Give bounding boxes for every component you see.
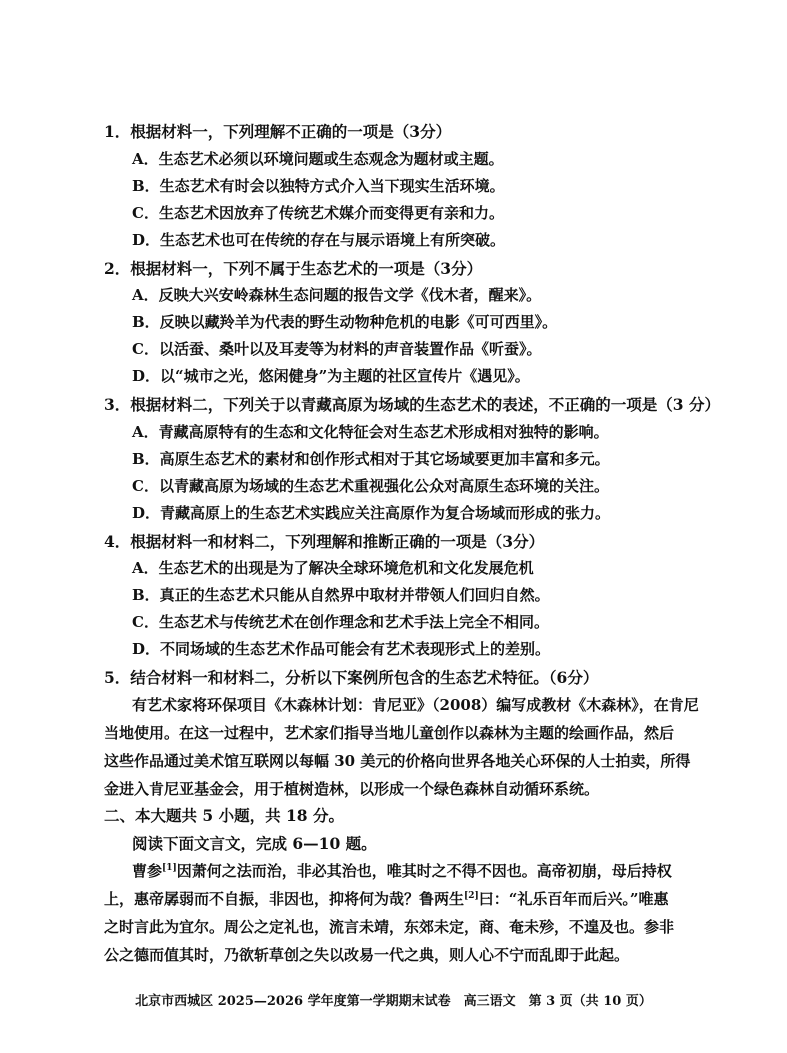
question-2-option-c: C．以活蚕、桑叶以及耳麦等为材料的声音装置作品《听蚕》。 — [132, 340, 542, 358]
case-line-1: 有艺术家将环保项目《木森林计划：肯尼亚》（2008）编写成教材《木森林》，在肯尼 — [132, 696, 699, 714]
page-footer: 北京市西城区 2025—2026 学年度第一学期期末试卷 高三语文 第 3 页（共 10 页） — [135, 994, 652, 1009]
question-4-option-a: A．生态艺术的出现是为了解决全球环境危机和文化发展危机 — [132, 559, 534, 577]
question-4-option-d: D．不同场域的生态艺术作品可能会有艺术表现形式上的差别。 — [132, 640, 551, 658]
classical-line-2 — [104, 888, 669, 909]
footnote-2-marker: [2] — [464, 891, 479, 901]
classical-line-2-rest: 曰：“礼乐百年而后兴。”唯惠 — [478, 890, 669, 908]
question-1-stem: 1．根据材料一，下列理解不正确的一项是（3分） — [104, 122, 452, 141]
classical-line-3: 之时言此为宜尔。周公之定礼也，流言未靖，东郊未定，商、奄未殄，不遑及也。参非 — [104, 918, 675, 936]
section-header: 二、本大题共 5 小题，共 18 分。 — [104, 806, 344, 825]
question-2-stem: 2．根据材料一，下列不属于生态艺术的一项是（3分） — [104, 259, 483, 278]
classical-line-2-start: 上，惠帝孱弱而不自振，非因也，抑将何为哉？鲁两生 — [104, 890, 465, 908]
question-4-option-b: B．真正的生态艺术只能从自然界中取材并带领人们回归自然。 — [132, 586, 550, 604]
classical-line-1-start: 曹参 — [132, 862, 163, 880]
question-5-stem: 5．结合材料一和材料二，分析以下案例所包含的生态艺术特征。（6分） — [104, 668, 599, 687]
question-4-stem: 4．根据材料一和材料二，下列理解和推断正确的一项是（3分） — [104, 532, 545, 551]
classical-line-4: 公之德而值其时，乃欲斩草创之失以改易一代之典，则人心不宁而乱即于此起。 — [104, 946, 630, 964]
question-2-option-a: A．反映大兴安岭森林生态问题的报告文学《伐木者，醒来》。 — [132, 286, 542, 304]
reading-instruction: 阅读下面文言文，完成 6—10 题。 — [132, 834, 377, 853]
question-1-option-c: C．生态艺术因放弃了传统艺术媒介而变得更有亲和力。 — [132, 204, 504, 222]
question-2-option-b: B．反映以藏羚羊为代表的野生动物种危机的电影《可可西里》。 — [132, 313, 558, 331]
question-3-option-d: D．青藏高原上的生态艺术实践应关注高原作为复合场域而形成的张力。 — [132, 504, 611, 522]
question-1-option-d: D．生态艺术也可在传统的存在与展示语境上有所突破。 — [132, 231, 506, 249]
question-3-option-b: B．高原生态艺术的素材和创作形式相对于其它场域要更加丰富和多元。 — [132, 450, 610, 468]
classical-line-1-rest: 因萧何之法而治，非必其治也，唯其时之不得不因也。高帝初崩，母后持权 — [176, 862, 672, 880]
question-2-option-d: D．以“城市之光，悠闲健身”为主题的社区宣传片《遇见》。 — [132, 367, 530, 385]
footnote-1-marker: [1] — [162, 863, 177, 873]
case-line-3: 这些作品通过美术馆互联网以每幅 30 美元的价格向世界各地关心环保的人士拍卖，所得 — [104, 752, 691, 770]
case-line-4: 金进入肯尼亚基金会，用于植树造林，以形成一个绿色森林自动循环系统。 — [104, 780, 600, 798]
question-1-option-b: B．生态艺术有时会以独特方式介入当下现实生活环境。 — [132, 177, 505, 195]
question-3-option-a: A．青藏高原特有的生态和文化特征会对生态艺术形成相对独特的影响。 — [132, 423, 609, 441]
classical-line-1 — [132, 860, 672, 881]
question-4-option-c: C．生态艺术与传统艺术在创作理念和艺术手法上完全不相同。 — [132, 613, 549, 631]
question-1-option-a: A．生态艺术必须以环境问题或生态观念为题材或主题。 — [132, 150, 504, 168]
question-3-stem: 3．根据材料二，下列关于以青藏高原为场域的生态艺术的表述，不正确的一项是（3 分） — [104, 395, 720, 414]
question-3-option-c: C．以青藏高原为场域的生态艺术重视强化公众对高原生态环境的关注。 — [132, 477, 609, 495]
case-line-2: 当地使用。在这一过程中，艺术家们指导当地儿童创作以森林为主题的绘画作品，然后 — [104, 724, 675, 742]
